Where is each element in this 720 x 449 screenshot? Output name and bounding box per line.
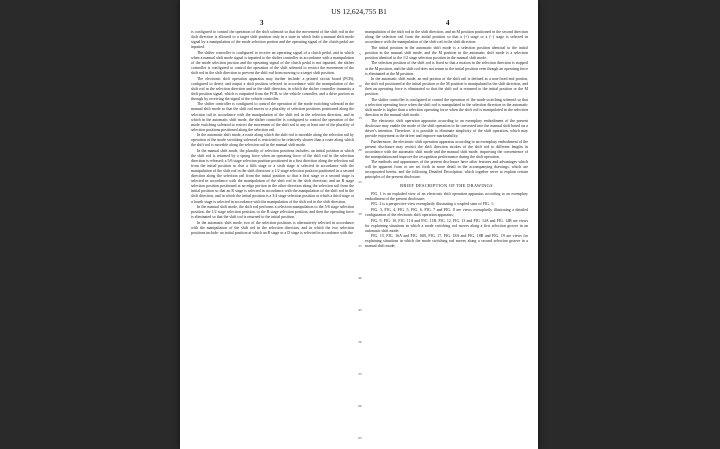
drawing-description: FIG. 9, FIG. 10, FIG. 11A and FIG. 11B, FIG. 12, FIG. 13 and FIG. 14A and FIG. 14B are views for explaining situations in which a mode switching rod moves along a first selection groove in an automatic shift mode;	[365, 217, 528, 233]
paragraph: The selection position of the shift rod is fixed so that a motion in the selection direction is stopped at the M position, and the shift rod does not return to the initial position even though an operating force is eliminated at the M position.	[365, 60, 528, 76]
paragraph: manipulation of the shift rod in the shift direction, and an M position positioned in the second direction along the selection rail from the initial position so that a (+) stage or a (−) stage is selected in accordance with the manipulation of the shift rod in the shift direction.	[365, 29, 528, 45]
line-number: 10	[358, 84, 362, 88]
column-number-right: 4	[446, 19, 450, 27]
paragraph: The electronic shift operation apparatus may further include: a printed circuit board (PCB), configured to detect and output a shift position selected in accordance with the manipulation of the shift rod in the selection direction and in the shift direction, in which the shifter controller transmits a shift position signal, which is outputted from the PCB, to the vehicle controller, and a drive portion as through by receiving the signal of the vehicle controller.	[191, 75, 354, 101]
text-column-right	[365, 29, 528, 444]
text-column-left	[191, 29, 354, 444]
line-number-gutter	[355, 29, 365, 444]
column-number-left: 3	[260, 19, 264, 27]
paragraph: In the manual shift mode, the shift rod performs a selection manipulation to the 5/6 stage selection position, the 1/2 stage selection position, or the R stage selection position, and then the operating force is eliminated so that the shift rod is returned to the initial position.	[191, 204, 354, 220]
paragraph: Furthermore, the electronic shift operation apparatus according to an exemplary embodiment of the present disclosure may restrict the shift direction strokes of the shift rod to different lengths in accordance with the automatic shift mode and the manual shift mode, improving the convenience of the manipulation and improve the recognition performance during the shift operation.	[365, 138, 528, 159]
line-number: 65	[358, 436, 362, 440]
paragraph: In the automatic shift mode, two of the selection positions is alternatively selected in accordance with the manipulation of the shift rod in the selection direction, and in which the two selection positions include: an initial position at which an R stage or a D stage is selected in accordance with the	[191, 219, 354, 235]
paragraph: In the automatic shift mode, an end portion of the shift rail is defined as a non-fixed end portion, the shift rod positioned at the initial position or the M position is manipulated in the shift direction, and then an operating force is eliminated so that the shift rod is returned to the initial position or the M position.	[365, 76, 528, 97]
paragraph: The methods and apparatuses of the present disclosure have other features and advantages which will be apparent from or are set forth in more detail in the accompanying drawings, which are incorporated herein, and the following Detailed Description, which together serve to explain certain principles of the present disclosure.	[365, 159, 528, 180]
paragraph: The shifter controller is configured to control the operation of the mode switching solenoid so that a selection operating force when the shift rod is manipulated in the selection direction in the automatic shift mode is higher than a selection operating force when the shift rod is manipulated in the selection direction in the manual shift mode.	[365, 96, 528, 118]
line-number: 15	[358, 116, 362, 120]
paragraph: The shifter controller is configured to control the operation of the mode switching solenoid in the manual shift mode so that the shift rod moves to a plurality of selection positions positioned along the selection rail in accordance with the manipulation of the shift rod in the selection direction, and in which in the automatic shift mode, the shifter controller is configured to control the operation of the mode switching solenoid to restrict the movement of the shift rod to any at least one of the plurality of selection positions positioned along the selection rail.	[191, 101, 354, 132]
line-number: 35	[358, 244, 362, 248]
drawing-description: FIG. 2 is a perspective view exemplarily illustrating a coupled state of FIG. 1;	[371, 201, 495, 207]
paragraph: In the automatic shift mode, a route along which the shift rod is movable along the selection rail by operation of the mode switching solenoid is restricted to be relatively shorter than a route along which the shift rod is movable along the selection rail in the manual shift mode.	[191, 132, 354, 148]
line-number: 45	[358, 308, 362, 312]
line-number: 55	[358, 372, 362, 376]
line-number: 25	[358, 180, 362, 184]
section-heading: BRIEF DESCRIPTION OF THE DRAWINGS	[400, 182, 493, 188]
paragraph: is configured to control the operation of the shift solenoid so that the movement of the shift rod in the shift direction is allowed to a target shift position only in a state in which both a manual shift mode signal by a manipulation of the mode selection portion and the operating signal of the clutch pedal are inputted.	[191, 29, 354, 50]
drawing-description: FIG. 1 is an exploded view of an electronic shift operation apparatus according to an exemplary embodiment of the present disclosure;	[365, 190, 528, 201]
line-number: 5	[359, 52, 361, 56]
paragraph: The shifter controller is configured to receive an operating signal of a clutch pedal, and in which when a manual shift mode signal is inputted to the shifter controller in accordance with a manipulation of the mode selection portion and the operating signal of the clutch pedal is not inputted, the shifter controller is configured to control the operation of the shift solenoid to restrict the movement of the shift rod in the shift direction to prevent the shift rod from moving to a target shift position.	[191, 49, 354, 75]
drawing-description: FIG. 15, FIG. 16A and FIG. 16B, FIG. 17, FIG. 18A and FIG. 18B and FIG. 19 are views for explaining situations in which the mode switching rod moves along a second selection groove in a manual shift mode;	[365, 233, 528, 249]
paragraph: The initial position in the automatic shift mode is a selection position identical to the initial position in the manual shift mode, and the M position in the automatic shift mode is a selection position identical to the 1/2 stage selection position in the manual shift mode.	[365, 44, 528, 60]
line-number: 20	[358, 148, 362, 152]
patent-page	[180, 0, 538, 449]
line-number: 30	[358, 212, 362, 216]
patent-number: US 12,624,755 B1	[331, 7, 387, 16]
line-number: 60	[358, 404, 362, 408]
drawing-description: FIG. 3, FIG. 4, FIG. 5, FIG. 6, FIG. 7 and FIG. 8 are views exemplarily illustrating a detailed configuration of the electronic shift operation apparatus;	[365, 206, 528, 217]
line-number: 40	[358, 276, 362, 280]
paragraph: In the manual shift mode, the plurality of selection positions includes: an initial position at which the shift rod is returned by a spring force when an operating force of the shift rod in the selection direction is released; a 5/6 stage selection position positioned in a first direction along the selection rail from the initial position so that a fifth stage or a sixth stage is selected in accordance with the manipulation of the shift rod in the shift direction; a 1/2 stage selection position positioned in a second direction along the selection rail from the initial position so that a first stage or a second stage is selected in accordance with the manipulation of the shift rod in the shift direction; and an R stage selection position positioned at an edge portion in the other direction along the selection rail from the initial position so that an R stage is selected in accordance with the manipulation of the shift rod in the shift direction, and in which the initial position is a 3/4 stage selection position at which a third stage or a fourth stage is selected in accordance with the manipulation of the shift rod in the shift direction.	[191, 148, 354, 204]
line-number: 50	[358, 340, 362, 344]
paragraph: The electronic shift operation apparatus according to an exemplary embodiment of the present disclosure may enable the mode of the shift operation to be converted into the manual shift based on a driver's intention. Therefore, it is possible to eliminate simplicity of the shift operation, which may provide enjoyment to the driver and improve marketability.	[365, 117, 528, 138]
